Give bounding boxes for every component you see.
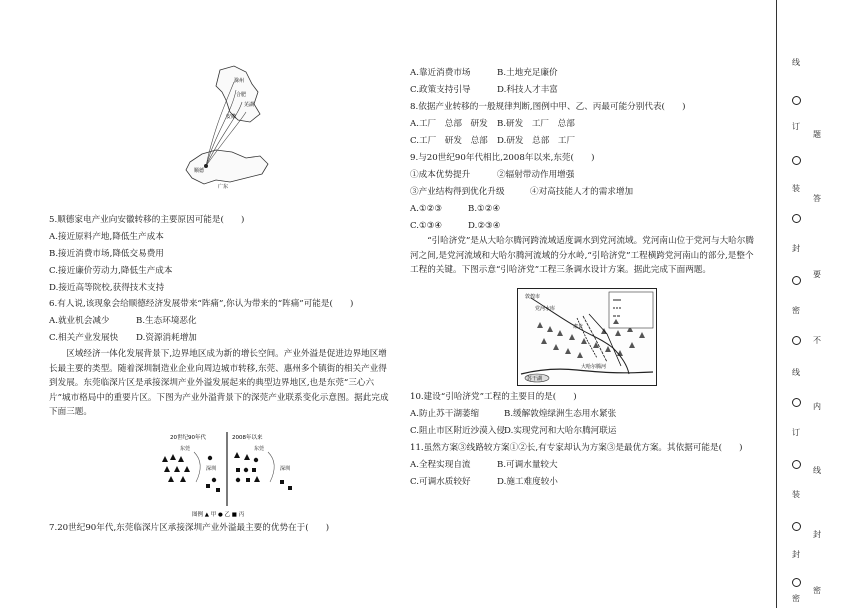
binding-char-2: 订 xyxy=(792,122,800,131)
map2-label-daharteng: 大哈尔腾河 xyxy=(581,364,607,370)
binding-line xyxy=(776,0,777,608)
map1-label-wuhu: 芜湖 xyxy=(244,102,255,108)
binding-circle-3 xyxy=(792,214,801,223)
q9-item-1: ①成本优势提升 xyxy=(410,170,471,180)
q5-stem: 5.顺德家电产业向安徽转移的主要原因可能是( ) xyxy=(49,215,245,225)
q9-stem: 9.与20世纪90年代相比,2008年以来,东莞( ) xyxy=(410,153,595,163)
map1-label-chuzhou: 滁州 xyxy=(234,78,245,84)
industry-transfer-map xyxy=(176,62,288,194)
fig2-legend: 图例 ▲ 甲 ● 乙 ■ 丙 xyxy=(192,512,245,518)
binding-char-1: 线 xyxy=(792,58,800,67)
binding-circle-6 xyxy=(792,398,801,407)
fig2-period-1990s: 20世纪90年代 xyxy=(170,435,206,441)
binding-circle-1 xyxy=(792,96,801,105)
map1-label-hefei: 合肥 xyxy=(236,92,247,98)
q11-option-d: D.施工难度较小 xyxy=(497,477,558,487)
guangdong-outline xyxy=(186,150,268,184)
q5-option-b: B.接近消费市场,降低交易费用 xyxy=(49,249,164,259)
q7-option-c: C.政策支持引导 xyxy=(410,85,471,95)
binding-word-5: 内 xyxy=(813,402,821,411)
fig2-markers-1990s xyxy=(162,454,220,492)
q7-option-a: A.靠近消费市场 xyxy=(410,68,471,78)
q8-option-d: D.研发 总部 工厂 xyxy=(497,136,576,146)
q6-option-c: C.相关产业发展快 xyxy=(49,333,119,343)
binding-char-10: 密 xyxy=(792,594,800,603)
binding-char-9: 封 xyxy=(792,550,800,559)
binding-circle-4 xyxy=(792,276,801,285)
binding-circle-8 xyxy=(792,522,801,531)
q11-option-c: C.可调水质较好 xyxy=(410,477,471,487)
q10-option-b: B.缓解敦煌绿洲生态用水紧张 xyxy=(504,409,617,419)
q6-option-d: D.资源消耗增加 xyxy=(136,333,197,343)
q6-option-a: A.就业机会减少 xyxy=(49,316,110,326)
binding-char-3: 装 xyxy=(792,184,800,193)
fig2-label-dongguan-1: 东莞 xyxy=(180,446,191,452)
q9-item-2: ②辐射带动作用增强 xyxy=(497,170,575,180)
passage-shenzhen-dongguan: 区域经济一体化发展背景下,边界地区成为新的增长空间。产业外溢是促进边界地区增长最主要的类型。随着深圳制造业企业向周边城市转移,东莞、惠州多个镇街的相关产业得到发展。东莞临深片区是承接深圳产业外溢发展起来的典型边界地区,也是东莞“三心六片”城市格局中的重要片区。下图为产业外溢背景下的深莞产业联系变化示意图。据此完成下面三题。 xyxy=(49,349,389,417)
binding-word-1: 题 xyxy=(813,130,821,139)
q9-option-a: A.①②③ xyxy=(410,204,443,214)
map2-label-dunhuang: 敦煌市 xyxy=(525,294,541,300)
q10-stem: 10.建设“引哈济党”工程的主要目的是( ) xyxy=(410,392,577,402)
binding-circle-7 xyxy=(792,460,801,469)
q8-stem: 8.依据产业转移的一般规律判断,图例中甲、乙、丙最可能分别代表( ) xyxy=(410,102,686,112)
q6-option-b: B.生态环境恶化 xyxy=(136,316,197,326)
q11-option-a: A.全程实现自流 xyxy=(410,460,471,470)
binding-char-8: 装 xyxy=(792,490,800,499)
q5-option-c: C.接近廉价劳动力,降低生产成本 xyxy=(49,266,173,276)
q8-option-c: C.工厂 研发 总部 xyxy=(410,136,488,146)
q10-option-c: C.阻止市区附近沙漠入侵 xyxy=(410,426,505,436)
map2-label-subei: 肃北 xyxy=(573,324,584,330)
fig2-label-shenzhen-2: 深圳 xyxy=(280,466,291,472)
binding-circle-2 xyxy=(792,156,801,165)
map2-label-sugan-lake: 苏干湖 xyxy=(527,376,543,382)
q11-stem: 11.虽然方案③线路较方案①②长,有专家却认为方案③是最优方案。其依据可能是( ) xyxy=(410,443,743,453)
binding-char-7: 订 xyxy=(792,428,800,437)
q10-option-d: D.实现党河和大哈尔腾河联运 xyxy=(504,426,617,436)
map1-label-guangdong: 广东 xyxy=(218,184,229,190)
q9-option-b: B.①②④ xyxy=(468,204,501,214)
binding-char-4: 封 xyxy=(792,244,800,253)
fig2-label-shenzhen-1: 深圳 xyxy=(206,466,217,472)
q6-stem: 6.有人说,该现象会给顺德经济发展带来“阵痛”,你认为带来的“阵痛”可能是( ) xyxy=(49,299,354,309)
fig2-label-dongguan-2: 东莞 xyxy=(254,446,265,452)
binding-char-6: 线 xyxy=(792,368,800,377)
binding-word-6: 线 xyxy=(813,466,821,475)
yinha-jidang-map xyxy=(517,288,657,386)
q9-option-c: C.①③④ xyxy=(410,221,443,231)
q5-option-a: A.接近原料产地,降低生产成本 xyxy=(49,232,164,242)
q8-option-b: B.研发 工厂 总部 xyxy=(497,119,575,129)
binding-word-8: 密 xyxy=(813,586,821,595)
binding-word-7: 封 xyxy=(813,530,821,539)
map2-label-reservoir: 党河水库 xyxy=(535,306,556,312)
map1-label-anhui: 安徽 xyxy=(226,114,237,120)
q7-stem: 7.20世纪90年代,东莞临深片区承接深圳产业外溢最主要的优势在于( ) xyxy=(49,523,330,533)
binding-char-5: 密 xyxy=(792,306,800,315)
industry-link-diagram xyxy=(150,430,300,520)
fig2-period-2008: 2008年以来 xyxy=(232,435,263,441)
binding-word-4: 不 xyxy=(813,336,821,345)
map1-label-shunde: 顺德 xyxy=(194,168,205,174)
q5-option-d: D.接近高等院校,获得技术支持 xyxy=(49,283,165,293)
q9-option-d: D.②③④ xyxy=(468,221,501,231)
passage-yinha-jidang: “引哈济党”是从大哈尔腾河跨流域适度调水到党河流域。党河南山位于党河与大哈尔腾河之间,是党河流域和大哈尔腾河流域的分水岭,“引哈济党”工程横跨党河南山的部分,是整个工程的关键。下图示意“引哈济党”工程三条调水设计方案。据此完成下面两题。 xyxy=(410,236,754,275)
q9-item-3: ③产业结构得到优化升级 xyxy=(410,187,505,197)
binding-circle-5 xyxy=(792,336,801,345)
binding-circle-9 xyxy=(792,578,801,587)
q11-option-b: B.可调水量较大 xyxy=(497,460,558,470)
q10-option-a: A.防止苏干湖萎缩 xyxy=(410,409,480,419)
binding-word-2: 答 xyxy=(813,194,821,203)
binding-word-3: 要 xyxy=(813,270,821,279)
q7-option-d: D.科技人才丰富 xyxy=(497,85,558,95)
q9-item-4: ④对高技能人才的需求增加 xyxy=(530,187,634,197)
q8-option-a: A.工厂 总部 研发 xyxy=(410,119,488,129)
q7-option-b: B.土地充足廉价 xyxy=(497,68,558,78)
